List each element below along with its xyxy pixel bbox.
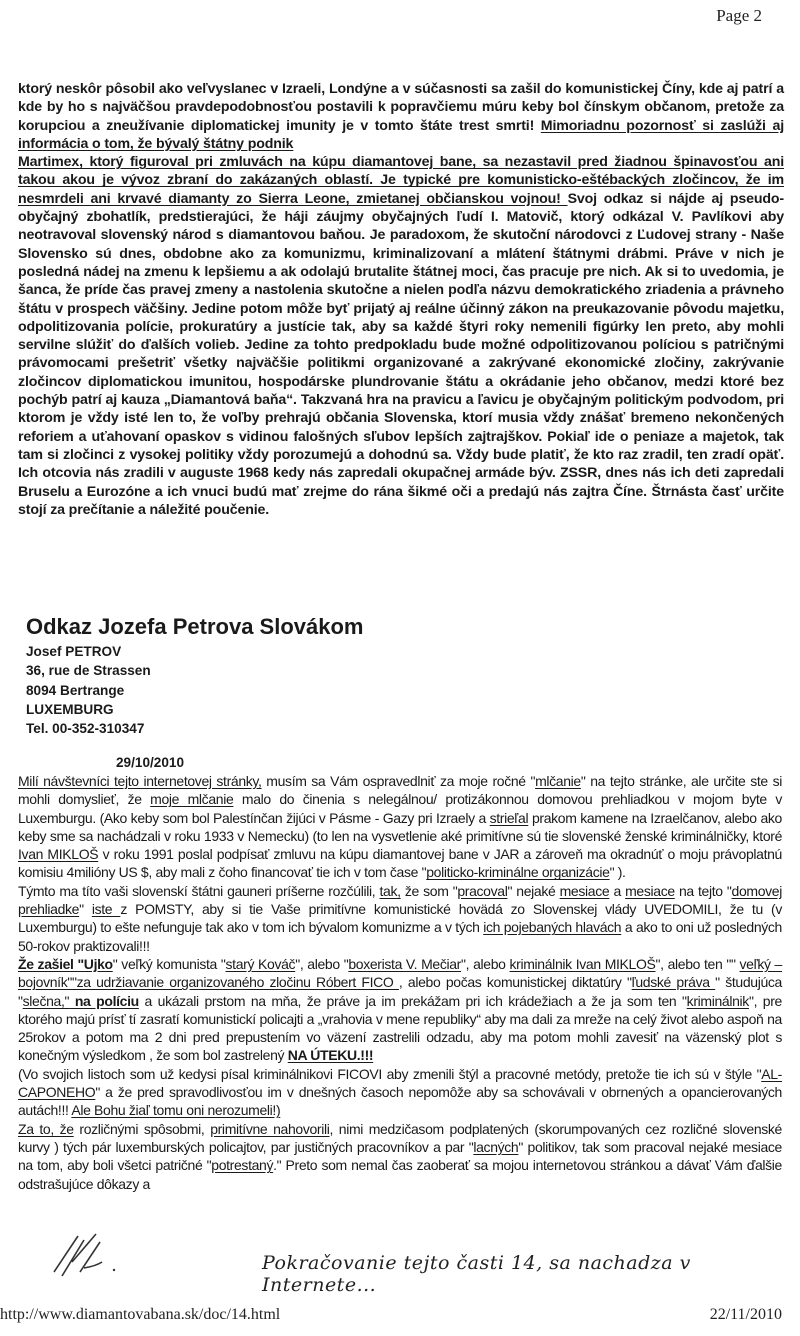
text-segment: rozličnými spôsobmi, [73, 1120, 211, 1137]
text-segment: a ako to oni už posledných 50-rokov praktizovali!!! [18, 919, 782, 954]
underlined-segment: mlčanie [535, 773, 581, 789]
text-segment: je obyčajným politickým podvodom, pri ktorom je vždy isté len to, že voľby prehrajú občania Slovenska, ktorí musia vždy znášať bremeno nekončených reforiem a uťahovaní opaskov s vidinou falošných sľubov lepších zajtrajškov. Pokiaľ ide o peniaze a majetok, tak tam si zločinci z vysokej politiky vždy porozumejú a dohodnú sa. Vždy bude platiť, že kto raz zradil, ten zradí opäť. Ich otcovia nás zradili v auguste 1968 kedy nás zapredali okupačnej armáde býv. ZSSR, dnes nás ich deti zapredali Bruselu a Eurozóne a ich vnuci budú mať zrejme do rána šikmé oči a predajú nás zajtra Číne. Štrnásta časť určite stojí za prečítanie a náležité poučenie. [18, 392, 784, 518]
underlined-segment: Ale Bohu žiaľ tomu oni nerozumeli!) [71, 1102, 281, 1119]
footer-date: 22/11/2010 [709, 1306, 782, 1323]
text-segment: , alebo počas komunistickej diktatúry " [398, 974, 632, 991]
sender-phone: Tel. 00-352-310347 [26, 721, 145, 737]
letter-paragraph-1 [18, 772, 782, 882]
underlined-segment: Mimoriadnu pozornosť si zaslúži aj informácia o tom, že bývalý štátny podnik [18, 117, 784, 152]
text-segment: ktorý neskôr pôsobil ako veľvyslanec v Izraeli, Londýne a v súčasnosti sa zašil do komunistickej Číny, kde aj patrí a kde by ho s najväčšou pravdepodobnosťou postavili k popravčiemu múru keby bol čínskym občanom, pretože za korupciou a zneužívanie diplomatickej imunity je v tomto štáte trest smrti! [18, 81, 784, 134]
sender-name: Josef PETROV [26, 644, 122, 659]
footer-url: http://www.diamantovabana.sk/doc/14.html [0, 1306, 281, 1323]
text-segment: " veľký komunista " [112, 955, 226, 972]
text-segment: " študujúca " [18, 974, 782, 1009]
underlined-segment: na políciu [69, 992, 139, 1009]
text-segment: a [609, 882, 626, 899]
text-segment: že som " [400, 882, 458, 899]
underlined-segment: strieľal [489, 809, 529, 826]
underlined-segment: AL-CAPONEHO [18, 1065, 782, 1101]
underlined-segment: boxerista V. Mečiar [348, 955, 461, 972]
underlined-segment: Milí návštevníci tejto internetovej stránky, [18, 773, 262, 789]
text-segment: ." Preto som nemal čas zaoberať sa mojou internetovou stránkou a dávať Vám ďalšie odstrašujúce dôkazy a [18, 1157, 782, 1192]
text-segment: ", alebo [461, 955, 510, 972]
text-segment: prakom kamene na Izraelčanov, alebo ako keby sme sa nachádzali v roku 1933 v Nemecku) (to len na vysvetlenie aké primitívne sú tie slovenské ženské kriminálničky, ktoré [18, 809, 782, 844]
underlined-segment: , ktorý figuroval pri zmluvách na kúpu diamantovej bane, sa nezastavil pred žiadnou špinavosťou ani takou akou je vývoz zbraní do zakázaných oblastí. Je typické pre komunisticko-eštébackých zločincov, že im nesmrdeli ani krvavé diamanty zo Sierra Leone, zmietanej občianskou vojnou! [18, 154, 784, 207]
underlined-segment: politicko-kriminálne organizácie [426, 864, 610, 881]
text-segment: " politikov, tak som pracoval nejaké mesiace na tom, aby boli všetci patričné " [18, 1138, 782, 1174]
handwritten-note: Pokračovanie tejto časti 14, sa nachadza v Internete... [262, 1252, 691, 1296]
underlined-segment: slečna," [22, 992, 70, 1009]
letter-date: 29/10/2010 [116, 755, 185, 770]
underlined-segment: veľký – bojovník""za udržiavanie organizovaného zločinu Róbert FICO [18, 955, 782, 991]
text-segment: musím sa Vám ospravedlniť za moje ročné " [261, 773, 536, 789]
signature-icon [44, 1232, 124, 1280]
text-segment: na tejto " [674, 882, 732, 899]
underlined-segment: iste [91, 901, 121, 918]
underlined-segment: primitívne nahovorili [210, 1120, 330, 1137]
text-segment: " nejaké [507, 882, 560, 899]
underlined-segment: Že zašiel "Ujko [18, 955, 113, 972]
sender-country: LUXEMBURG [26, 701, 114, 717]
text-segment: ", alebo " [295, 955, 349, 972]
text-segment: " a že pred spravodlivosťou im v dnešných časoch nepomôže aby sa schovávali v obrnených a opancierovaných autách!!! [18, 1084, 782, 1119]
underlined-segment: Za to, že [18, 1120, 74, 1137]
letter-title: Odkaz Jozefa Petrova Slovákom [26, 614, 364, 639]
underlined-segment: pracoval [457, 882, 508, 899]
text-segment: z POMSTY, aby si tie Vaše primitívne komunistické hovädá zo Slovenskej vlády UVEDOMILI, že tu (v Luxemburgu) to ešte nefunguje tak ako v tom ich bývalom komunizme a v tých [18, 901, 782, 936]
text-segment: (Vo svojich listoch som už kedysi písal kriminálnikovi FICOVI aby zmenili štýl a pracovné metódy, pretože tie ich sú v štýle " [18, 1065, 762, 1082]
sender-address [26, 642, 151, 738]
text-segment: malo do činenia s nelegálnou/ protizákonnou domovou prehliadkou v mojom byte v Luxemburgu. (Ako keby som bol Palestínčan žijúci v Pásme - Gazy pri Izraely a [18, 791, 782, 826]
underlined-segment: moje mlčanie [150, 791, 234, 808]
text-segment: " na tejto stránke, ale určite ste si mohli domyslieť, že [18, 773, 782, 808]
page-number: Page 2 [716, 6, 762, 25]
letter-body [18, 772, 782, 1193]
text-segment: Svoj odkaz si nájde aj pseudo-obyčajný zbohatlík, predstierajúci, že háji záujmy obyčajných ľudí I. Matovič, ktorý odkázal V. Pavlíkovi aby neotravoval slovenský národ s diamantovou baňou. Je paradoxom, že skutoční národovci z Ľudovej strany - Naše Slovensko sú dnes, obdobne ako za komunizmu, kriminalizovaní a mlátení štátnymi drábmi. Práve v nich je posledná nádej na zmenu k lepšiemu a ak odolajú brutalite štátnej moci, čas pracuje pre nich. Ak si to uvedomia, je šanca, že príde čas pravej zmeny a nastolenia skutočne a nielen podľa názvu demokratického zriadenia a právneho štátu v prospech väčšiny. Jedine potom môže byť prijatý aj reálne účinný zákon na preukazovanie pôvodu majetku, odpolitizovania polície, prokuratúry a justície tak, aby sa každé štyri roky nemenili figúrky len preto, aby mohli servilne slúžiť do ďalších volieb. Jedine za tohto predpokladu bude možné odpolitizovanou políciou s patričnými právomocami prešetriť všetky najväčšie politikmi organizované a zakrývané ekonomické zločiny, zakrývanie zločincov diplomatickou imunitou, hospodárske plundrovanie štátu a okrádanie jeho občanov, medzi ktoré bez pochýb patrí aj kauza „Diamantová baňa“. [18, 190, 784, 409]
underlined-segment: starý Kováč [225, 955, 296, 972]
sender-street: 36, rue de Strassen [26, 663, 151, 679]
letter-paragraph-3 [18, 955, 782, 1065]
text-segment: " ). [609, 864, 626, 881]
text-segment: ", pre ktorého majú prísť tí zasratí komunistickí policajti a „vrahovia v mene republiky“ aby ma dali za mreže na celý život alebo aspoň na 25rokov a potom ma 2 dni pred prepustením vo väzení zastrelili odzadu, aby ma potom mohli zavesiť na väzenský plot s konečným výsledkom , že som bol zastrelený [18, 992, 782, 1064]
underlined-segment: mesiace [625, 882, 675, 899]
underlined-segment: NA ÚTEKU.!!! [287, 1047, 374, 1064]
underlined-segment: potrestaný [211, 1157, 274, 1174]
letter-paragraph-4 [18, 1065, 782, 1120]
underlined-segment: tak, [379, 882, 401, 899]
underlined-segment: ľudské práva [631, 974, 716, 991]
text-segment-bold: Takzvaná hra na pravicu a ľavicu [300, 392, 519, 409]
text-segment: " [79, 901, 92, 918]
text-segment: , nimi medzičasom podplatených (skorumpovaných cez rozličné slovenské kurvy ) tých pár luxemburských policajtov, par justičných pracovníkov a par " [18, 1120, 782, 1155]
underlined-segment: Ivan MIKLOŠ [18, 846, 99, 863]
underlined-segment-martimex: Martimex [18, 154, 80, 171]
intro-paragraph [18, 80, 784, 519]
text-segment: a ukázali prstom na mňa, že práve ja im prekážam pri ich krádežiach a že ja som ten " [138, 992, 687, 1009]
underlined-segment: domovej prehliadke [18, 882, 782, 918]
text-segment: v roku 1991 poslal podpísať zmluvu na kúpu diamantovej bane v JAR a zároveň ma okradnúť o moju právoplatnú komisiu 4milióny US $, aby mali z čoho financovať tie ich v tom čase " [18, 846, 782, 881]
text-segment: Týmto ma títo vaši slovenskí štátni gauneri príšerne rozčúlili, [18, 882, 380, 899]
underlined-segment: ich pojebaných hlavách [483, 919, 622, 936]
underlined-segment: lacných [473, 1138, 519, 1155]
letter-paragraph-2 [18, 882, 782, 955]
letter-paragraph-5 [18, 1120, 782, 1193]
underlined-segment: mesiace [559, 882, 610, 899]
underlined-segment: kriminálnik [686, 992, 749, 1009]
text-segment: ", alebo ten "" [655, 955, 740, 972]
sender-city: 8094 Bertrange [26, 682, 125, 698]
underlined-segment: kriminálnik Ivan MIKLOŠ [509, 955, 656, 972]
